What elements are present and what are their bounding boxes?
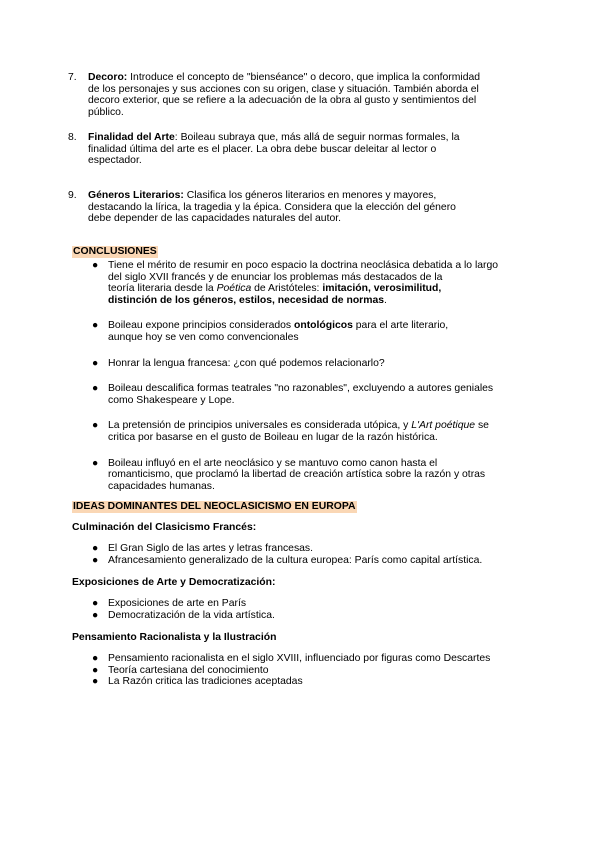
list-item: ● Tiene el mérito de resumir en poco espacio la doctrina neoclásica debatida a lo largo del siglo XVII francés y de enunciar los problemas más destacados de la teoría literaria desde la Poética de Aristóteles: imitación, verosimilitud, distinción de los géneros, estilos, necesidad de normas. — [92, 260, 499, 306]
exposiciones-list — [72, 598, 522, 621]
list-item: ● Teoría cartesiana del conocimiento — [92, 664, 269, 676]
bullet-icon: ● — [92, 664, 99, 676]
numbered-item-9: 9. Géneros Literarios: Clasifica los géneros literarios en menores y mayores, destacando la lírica, la tragedia y la épica. Considera que la elección del género debe depender de las capacidades naturales del autor. — [68, 190, 456, 225]
item-title: Decoro: — [88, 72, 128, 83]
bullet-icon: ● — [92, 554, 99, 566]
item-title: Finalidad del Arte — [88, 132, 175, 143]
bullet-icon: ● — [92, 676, 99, 688]
list-item: ● El Gran Siglo de las artes y letras francesas. — [92, 543, 314, 554]
list-item: ● La Razón critica las tradiciones aceptadas — [92, 676, 303, 688]
list-item: ● Exposiciones de arte en París — [92, 598, 247, 609]
numbered-item-7: 7. Decoro: Introduce el concepto de "bienséance" o decoro, que implica la conformidad de los personajes y sus acciones con su origen, clase y situación. También aborda el decoro exterior, que se refiere a la adecuación de la obra al gusto y sentimientos del público. — [68, 72, 481, 118]
item-number: 7. — [68, 72, 77, 83]
list-item: ● Boileau descalifica formas teatrales "no razonables", excluyendo a autores geniales como Shakespeare y Lope. — [92, 383, 494, 406]
list-item: ● La pretensión de principios universales es considerada utópica, y L'Art poétique se critica por basarse en el gusto de Boileau en lugar de la razón histórica. — [92, 420, 489, 443]
list-item: ● Boileau influyó en el arte neoclásico y se mantuvo como canon hasta el romanticismo, que proclamó la libertad de creación artística sobre la razón y otras capacidades humanas. — [92, 457, 486, 492]
list-item: ● Pensamiento racionalista en el siglo XVIII, influenciado por figuras como Descartes — [92, 653, 491, 664]
list-item: ● Boileau expone principios considerados ontológicos para el arte literario, aunque hoy se ven como convencionales — [92, 320, 449, 343]
subsection-title-clasicismo: Culminación del Clasicismo Francés: — [72, 522, 257, 533]
item-number: 9. — [68, 190, 77, 201]
bullet-icon: ● — [92, 357, 99, 369]
item-title: Géneros Literarios: — [88, 190, 184, 201]
numbered-item-8: 8. Finalidad del Arte: Boileau subraya que, más allá de seguir normas formales, la finalidad última del arte es el placer. La obra debe buscar deleitar al lector o espectador. — [68, 132, 460, 167]
subsection-title-racionalista: Pensamiento Racionalista y la Ilustración — [72, 632, 277, 643]
bullet-icon: ● — [92, 609, 99, 621]
bullet-icon: ● — [92, 383, 99, 395]
list-item: ● Afrancesamiento generalizado de la cultura europea: París como capital artística. — [92, 554, 483, 566]
bullet-icon: ● — [92, 320, 99, 332]
list-item: ● Honrar la lengua francesa: ¿con qué podemos relacionarlo? — [92, 357, 385, 369]
bullet-icon: ● — [92, 457, 99, 469]
subsection-title-exposiciones: Exposiciones de Arte y Democratización: — [72, 577, 276, 588]
item-number: 8. — [68, 132, 77, 143]
bullet-icon: ● — [92, 543, 99, 554]
conclusiones-list — [72, 260, 522, 492]
ideas-heading: IDEAS DOMINANTES DEL NEOCLASICISMO EN EUROPA — [73, 501, 356, 512]
bullet-icon: ● — [92, 653, 99, 664]
bullet-icon: ● — [92, 260, 99, 271]
bullet-icon: ● — [92, 598, 99, 609]
bullet-icon: ● — [92, 420, 99, 432]
racionalista-list — [72, 653, 522, 688]
conclusiones-heading: CONCLUSIONES — [73, 246, 157, 257]
list-item: ● Democratización de la vida artística. — [92, 609, 275, 621]
clasicismo-list — [72, 543, 522, 566]
